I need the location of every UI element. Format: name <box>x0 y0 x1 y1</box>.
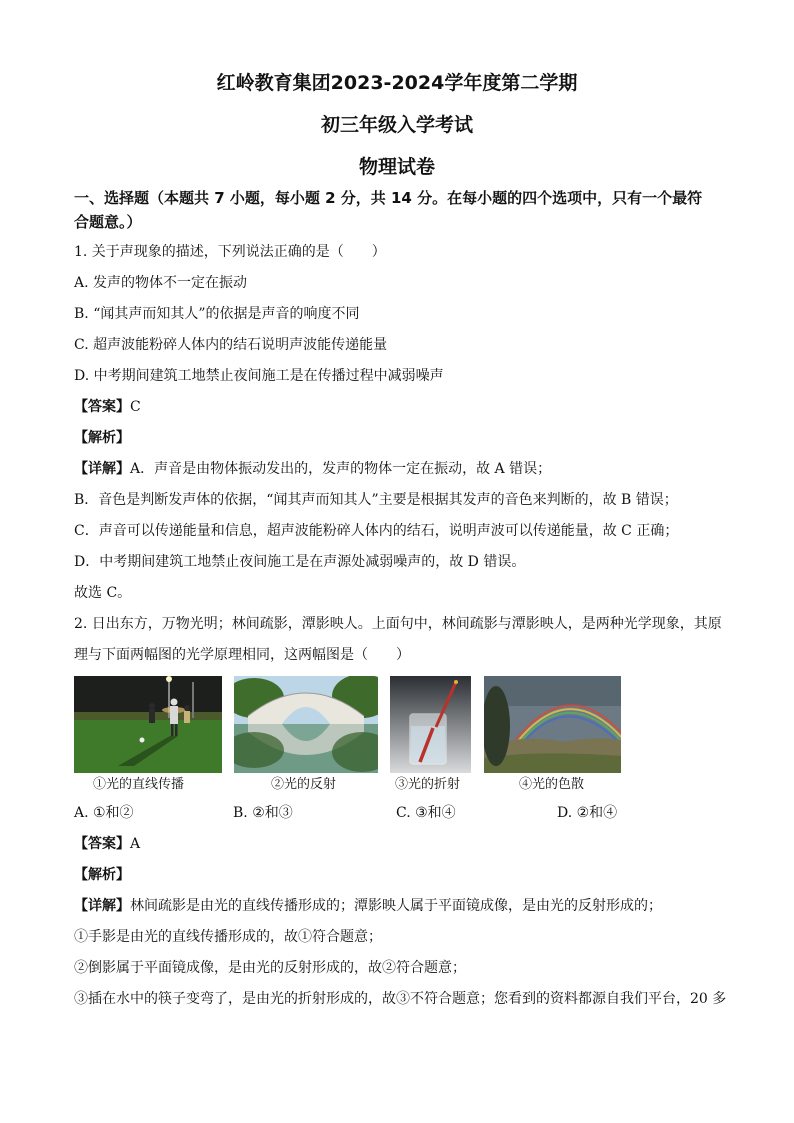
q1-stem: 1. 关于声现象的描述，下列说法正确的是（ ） <box>74 244 386 260</box>
figure-shadow-photo <box>74 676 222 773</box>
q2-stem: 2. 日出东方，万物光明；林间疏影，潭影映人。上面句中，林间疏影与潭影映人，是两种光学现象，其原 <box>74 616 722 632</box>
q2-stem-cont: 理与下面两幅图的光学原理相同，这两幅图是（ ） <box>74 647 410 663</box>
school-title: 红岭教育集团2023-2024学年度第二学期 <box>216 72 578 94</box>
q1-analysis-tag: 【解析】 <box>74 430 130 446</box>
q2-answer <box>74 835 724 853</box>
q2-detail-1: ①手影是由光的直线传播形成的，故①符合题意； <box>74 929 382 945</box>
q2-option-b: B. ②和③ <box>233 805 293 821</box>
figure-shadow-image <box>74 676 222 773</box>
figure-dispersion-image <box>484 676 621 773</box>
q1-option-b: B. “闻其声而知其人”的依据是声音的响度不同 <box>74 306 360 322</box>
exam-title: 初三年级入学考试 <box>320 114 473 136</box>
figure-refraction-image <box>390 676 471 773</box>
caption-1: ①光的直线传播 <box>93 777 185 792</box>
caption-3: ③光的折射 <box>395 777 461 792</box>
q1-detail-b: B．音色是判断发声体的依据，“闻其声而知其人”主要是根据其发声的音色来判断的，故 B 错误； <box>74 492 678 508</box>
q1-conclusion: 故选 C。 <box>74 585 132 601</box>
q2-option-c: C. ③和④ <box>396 805 456 821</box>
q2-option-d: D. ②和④ <box>557 805 618 821</box>
answer-value: A <box>130 836 141 852</box>
q1-detail-a <box>74 460 724 478</box>
detail-text: A．声音是由物体振动发出的，发声的物体一定在振动，故 A 错误； <box>130 461 552 477</box>
caption-2: ②光的反射 <box>271 777 337 792</box>
q1-detail-d: D．中考期间建筑工地禁止夜间施工是在声源处减弱噪声的，故 D 错误。 <box>74 554 526 570</box>
detail-text: 林间疏影是由光的直线传播形成的；潭影映人属于平面镜成像，是由光的反射形成的； <box>130 898 662 914</box>
detail-tag: 【详解】 <box>74 461 130 477</box>
caption-4: ④光的色散 <box>519 777 585 792</box>
q1-option-a: A. 发声的物体不一定在振动 <box>74 275 248 291</box>
figure-refraction-photo <box>390 676 471 773</box>
detail-tag: 【详解】 <box>74 898 130 914</box>
answer-value: C <box>130 399 141 415</box>
section-heading-cont: 合题意。） <box>74 213 142 231</box>
answer-tag: 【答案】 <box>74 836 130 852</box>
q1-option-c: C. 超声波能粉碎人体内的结石说明声波能传递能量 <box>74 337 388 353</box>
section-heading: 一、选择题（本题共 7 小题，每小题 2 分，共 14 分。在每小题的四个选项中，只有一个最符 <box>74 189 703 207</box>
figure-reflection-image <box>234 676 378 773</box>
q1-option-d: D. 中考期间建筑工地禁止夜间施工是在传播过程中减弱噪声 <box>74 368 444 384</box>
q1-answer <box>74 398 724 416</box>
q2-option-a: A. ①和② <box>74 805 134 821</box>
q2-analysis-tag: 【解析】 <box>74 867 130 883</box>
q2-detail-3: ③插在水中的筷子变弯了，是由光的折射形成的，故③不符合题意；您看到的资料都源自我们平台，20 多 <box>74 991 727 1007</box>
figure-dispersion-photo <box>484 676 621 773</box>
subject-title: 物理试卷 <box>358 156 435 178</box>
figure-reflection-photo <box>234 676 378 773</box>
q1-detail-c: C．声音可以传递能量和信息，超声波能粉碎人体内的结石，说明声波可以传递能量，故 C 正确； <box>74 523 679 539</box>
q2-detail-intro <box>74 897 724 915</box>
answer-tag: 【答案】 <box>74 399 130 415</box>
q2-detail-2: ②倒影属于平面镜成像，是由光的反射形成的，故②符合题意； <box>74 960 466 976</box>
